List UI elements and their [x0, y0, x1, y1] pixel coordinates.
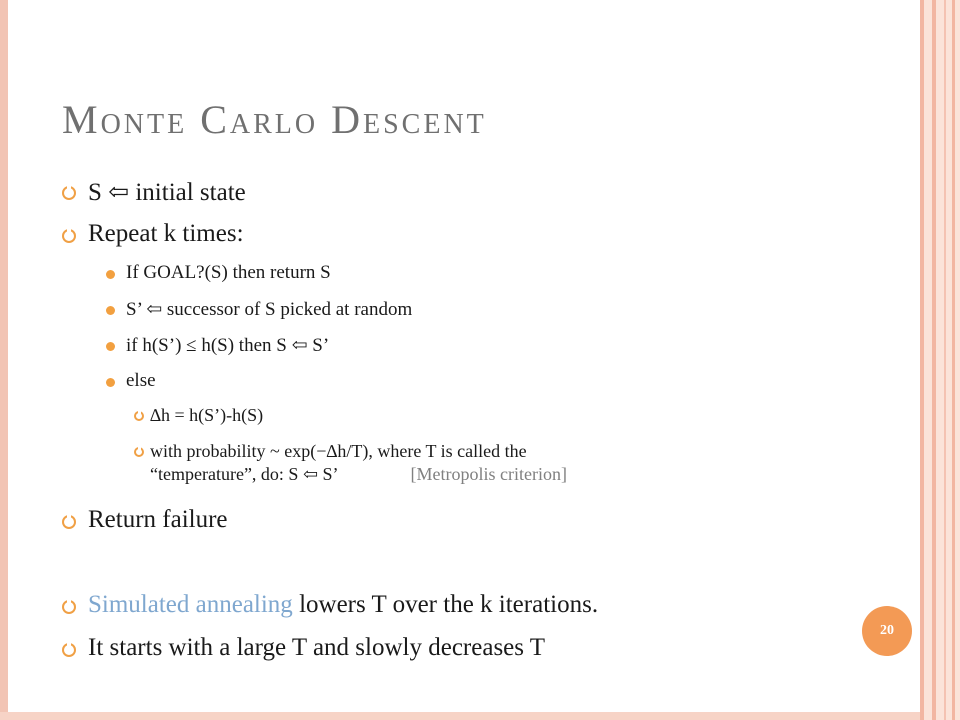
bullet-simulated-annealing: [88, 591, 598, 619]
bullet-large-t: It starts with a large T and slowly decreases T: [88, 634, 546, 661]
probability-text-line2: [150, 463, 567, 486]
probability-text-line1: with probability ~ exp(−∆h/T), where T is called the: [150, 441, 527, 461]
sub-bullet-else: else: [126, 370, 156, 391]
bullet-ring-icon: [62, 186, 76, 200]
bullet-ring-icon: [62, 515, 76, 529]
sub-bullet-goal: If GOAL?(S) then return S: [126, 262, 331, 283]
sub-bullet-successor: S’ ⇦ successor of S picked at random: [126, 299, 413, 320]
bullet-dot-icon: [106, 306, 115, 315]
bullet-dot-icon: [106, 342, 115, 351]
metropolis-criterion-note: [Metropolis criterion]: [410, 464, 567, 484]
frame-stripe: [932, 0, 936, 720]
simulated-annealing-term: Simulated annealing: [88, 591, 293, 618]
bullet-ring-small-icon: [134, 447, 144, 457]
bullet-ring-small-icon: [134, 411, 144, 421]
annealing-rest-text: lowers T over the k iterations.: [292, 591, 599, 618]
bullet-initial-state: S ⇦ initial state: [88, 179, 246, 206]
bullet-ring-icon: [62, 643, 76, 657]
slide-frame-left: [0, 0, 8, 720]
bullet-repeat: Repeat k times:: [88, 220, 244, 247]
frame-stripe: [944, 0, 946, 720]
temperature-text: “temperature”, do: S ⇦ S’: [150, 464, 339, 484]
page-number-badge: 20: [862, 606, 912, 656]
bullet-dot-icon: [106, 270, 115, 279]
bullet-dot-icon: [106, 378, 115, 387]
delta-h-line: ∆h = h(S’)-h(S): [150, 405, 264, 425]
slide-frame-right: [920, 0, 960, 720]
bullet-return-failure: Return failure: [88, 506, 228, 533]
probability-line: [150, 440, 567, 486]
slide-frame-bottom: [0, 712, 920, 720]
frame-stripe: [952, 0, 955, 720]
slide-title: Monte Carlo Descent: [62, 97, 487, 142]
frame-stripe: [920, 0, 924, 720]
sub-bullet-if: if h(S’) ≤ h(S) then S ⇦ S’: [126, 335, 330, 356]
bullet-ring-icon: [62, 600, 76, 614]
bullet-ring-icon: [62, 229, 76, 243]
